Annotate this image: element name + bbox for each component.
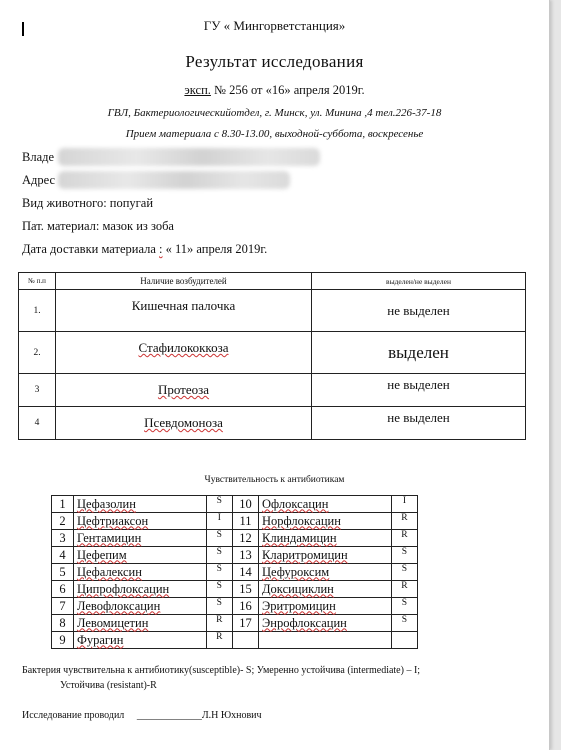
antibiotic-name <box>73 632 206 649</box>
antibiotic-number <box>232 632 258 649</box>
antibiotic-name <box>259 632 392 649</box>
legend-line-1: Бактерия чувствительна к антибиотику(susceptible)- S; Умеренно устойчива (intermediate) – I; <box>22 665 421 676</box>
antibiotic-number: 2 <box>52 513 74 530</box>
row-number: 2. <box>19 332 56 374</box>
pathogen-name: Кишечная палочка <box>56 290 312 332</box>
pathogen-result: не выделен <box>312 374 526 407</box>
exam-details: № 256 от «16» апреля 2019г. <box>214 83 365 97</box>
antibiotic-result: S <box>391 615 417 632</box>
address-field: Адрес <box>22 173 56 187</box>
col-result-header: выделен/не выделен <box>312 273 526 290</box>
antibiotic-name-text: Цефалексин <box>76 564 142 579</box>
antibiotic-name-text: Цефазолин <box>76 496 136 511</box>
antibiotic-result: R <box>391 530 417 547</box>
antibiotic-number: 12 <box>232 530 258 547</box>
table-row <box>19 407 526 440</box>
table-row <box>19 290 526 332</box>
pathogen-result: выделен <box>312 332 526 374</box>
antibiotic-result: R <box>391 513 417 530</box>
antibiotic-name-text: Офлоксацин <box>262 496 329 511</box>
delivery-date-field <box>22 242 267 257</box>
antibiotic-row <box>52 598 418 615</box>
antibiotic-name-text: Фурагин <box>76 632 124 647</box>
antibiotic-name-text: Кларитромицин <box>262 547 348 562</box>
legend-line-2: Устойчива (resistant)-R <box>60 680 157 691</box>
antibiotic-result: I <box>391 496 417 513</box>
antibiotic-number: 1 <box>52 496 74 513</box>
pathogen-name <box>56 374 312 407</box>
antibiotic-result: S <box>206 598 232 615</box>
col-name-header: Наличие возбудителей <box>56 273 312 290</box>
antibiotic-name <box>259 496 392 513</box>
redacted-owner <box>58 148 320 166</box>
exam-prefix: эксп. <box>184 83 211 97</box>
antibiotic-number: 3 <box>52 530 74 547</box>
table-row <box>19 374 526 407</box>
antibiotic-number: 17 <box>232 615 258 632</box>
material-field: Пат. материал: мазок из зоба <box>22 219 174 233</box>
antibiotics-table <box>51 495 418 649</box>
antibiotic-row <box>52 564 418 581</box>
antibiotic-result: S <box>391 564 417 581</box>
antibiotic-name <box>259 598 392 615</box>
signature-line <box>22 710 262 721</box>
pathogens-header-row <box>19 273 526 290</box>
table-row <box>19 332 526 374</box>
antibiotic-name-text: Левофлоксацин <box>76 598 161 613</box>
antibiotic-name <box>73 547 206 564</box>
antibiotic-result: S <box>206 496 232 513</box>
antibiotic-result <box>391 632 417 649</box>
performer-name: Л.Н Юхнович <box>201 710 262 721</box>
antibiotic-name-text: Цефуроксим <box>262 564 330 579</box>
antibiotic-name <box>73 581 206 598</box>
antibiotic-name-text: Энрофлоксацин <box>262 615 347 630</box>
pathogen-name-text: Псевдомоноза <box>144 415 223 430</box>
pathogens-table <box>18 272 526 440</box>
antibiotic-result: S <box>391 547 417 564</box>
organization-name: ГУ « Мингорветстанция» <box>203 18 346 33</box>
antibiotic-row <box>52 547 418 564</box>
antibiotic-name <box>259 581 392 598</box>
antibiotic-name-text: Ципрофлоксацин <box>76 581 170 596</box>
antibiotic-number: 5 <box>52 564 74 581</box>
antibiotic-name <box>259 615 392 632</box>
antibiotic-name-text: Левомицетин <box>76 615 149 630</box>
antibiotic-row <box>52 615 418 632</box>
lab-address: ГВЛ, Бактериологическийотдел, г. Минск, ул. Минина ,4 тел.226-37-18 <box>107 107 442 119</box>
pathogen-result: не выделен <box>312 290 526 332</box>
antibiotic-result: I <box>206 513 232 530</box>
antibiotic-number: 15 <box>232 581 258 598</box>
animal-field: Вид животного: попугай <box>22 196 154 210</box>
antibiotic-name-text: Клиндамицин <box>262 530 337 545</box>
antibiotic-name <box>73 615 206 632</box>
signature-blank: _____________ <box>136 710 202 721</box>
antibiotic-result: S <box>206 581 232 598</box>
reception-hours: Прием материала с 8.30-13.00, выходной-суббота, воскресенье <box>125 128 424 140</box>
antibiotic-number: 14 <box>232 564 258 581</box>
pathogen-name <box>56 332 312 374</box>
antibiotic-result: S <box>206 564 232 581</box>
antibiotic-name-text: Норфлоксацин <box>262 513 341 528</box>
antibiotic-name <box>73 530 206 547</box>
antibiotic-name <box>73 564 206 581</box>
delivery-colon: : <box>159 242 163 256</box>
antibiotic-number: 10 <box>232 496 258 513</box>
antibiotic-name-text: Гентамицин <box>76 530 142 545</box>
antibiotic-name-text: Цефепим <box>76 547 127 562</box>
antibiotic-row <box>52 513 418 530</box>
antibiotic-number: 7 <box>52 598 74 615</box>
row-number: 4 <box>19 407 56 440</box>
antibiotic-number: 6 <box>52 581 74 598</box>
delivery-date: « 11» апреля 2019г. <box>165 242 268 256</box>
antibiotic-row <box>52 530 418 547</box>
antibiotic-result: R <box>391 581 417 598</box>
pathogen-name-text: Стафилококкоза <box>138 340 229 355</box>
antibiotic-name <box>259 564 392 581</box>
antibiotic-row <box>52 581 418 598</box>
antibiotic-name-text: Цефтриаксон <box>76 513 149 528</box>
antibiotic-number: 11 <box>232 513 258 530</box>
antibiotic-name <box>259 513 392 530</box>
antibiotic-number: 16 <box>232 598 258 615</box>
col-num-header: № п.п <box>19 273 56 290</box>
pathogen-result: не выделен <box>312 407 526 440</box>
document-title: Результат исследования <box>185 52 364 71</box>
antibiotic-row <box>52 632 418 649</box>
antibiotic-result: R <box>206 615 232 632</box>
antibiotic-name <box>73 598 206 615</box>
antibiotic-result: S <box>391 598 417 615</box>
antibiotic-row <box>52 496 418 513</box>
antibiotic-number: 9 <box>52 632 74 649</box>
antibiotic-result: S <box>206 547 232 564</box>
sensitivity-title: Чувствительность к антибиотикам <box>204 475 345 485</box>
antibiotic-name <box>73 496 206 513</box>
redacted-address <box>58 171 290 189</box>
row-number: 1. <box>19 290 56 332</box>
antibiotic-name <box>73 513 206 530</box>
antibiotic-name <box>259 547 392 564</box>
antibiotic-name <box>259 530 392 547</box>
antibiotic-result: R <box>206 632 232 649</box>
antibiotic-number: 4 <box>52 547 74 564</box>
delivery-label: Дата доставки материала <box>22 242 156 256</box>
antibiotic-number: 13 <box>232 547 258 564</box>
performed-by-label: Исследование проводил <box>22 710 125 721</box>
pathogen-name <box>56 407 312 440</box>
antibiotic-name-text: Эритромицин <box>262 598 336 613</box>
row-number: 3 <box>19 374 56 407</box>
antibiotic-name-text: Доксициклин <box>262 581 334 596</box>
antibiotic-result: S <box>206 530 232 547</box>
antibiotic-number: 8 <box>52 615 74 632</box>
owner-field: Владе <box>22 150 55 164</box>
exam-number <box>0 83 549 98</box>
pathogen-name-text: Протеоза <box>157 382 210 397</box>
